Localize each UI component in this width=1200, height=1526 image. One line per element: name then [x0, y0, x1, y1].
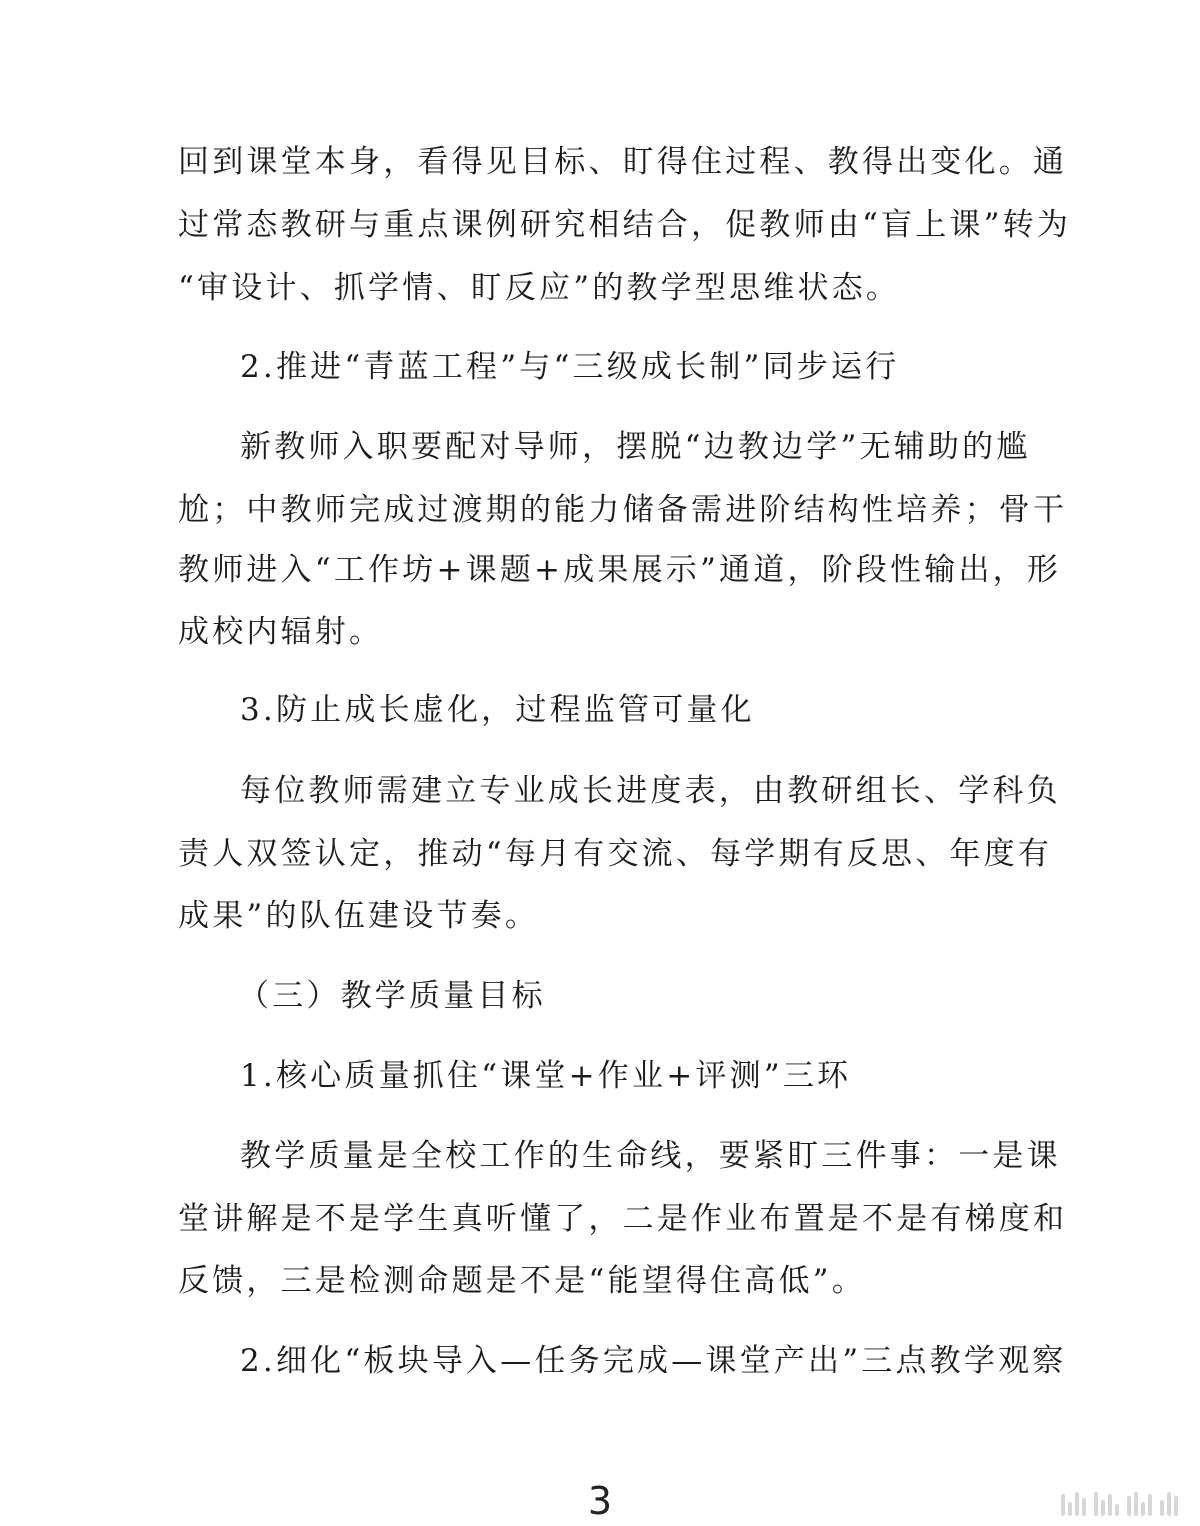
paragraph-line: 反馈，三是检测命题是不是“能望得住高低”。	[178, 1263, 866, 1299]
subheading-2: 2.推进“青蓝工程”与“三级成长制”同步运行	[240, 349, 900, 385]
watermark-bars-icon	[1127, 1492, 1152, 1516]
paragraph-line: 教师进入“工作坊+课题+成果展示”通道，阶段性输出，形	[178, 552, 1062, 588]
paragraph-line: 责人双签认定，推动“每月有交流、每学期有反思、年度有	[178, 836, 1053, 872]
paragraph-line: 成果”的队伍建设节奏。	[178, 898, 540, 934]
paragraph-line: “审设计、抓学情、盯反应”的教学型思维状态。	[178, 270, 901, 306]
section-heading: （三）教学质量目标	[238, 978, 546, 1014]
page-number: 3	[587, 1479, 613, 1523]
watermark-bars-icon	[1094, 1492, 1119, 1516]
paragraph-line: 回到课堂本身，看得见目标、盯得住过程、教得出变化。通	[178, 144, 1068, 180]
watermark-logo	[1061, 1488, 1178, 1516]
subheading-2b: 2.细化“板块导入—任务完成—课堂产出”三点教学观察	[240, 1343, 1067, 1379]
paragraph-line: 新教师入职要配对导师，摆脱“边教边学”无辅助的尴	[240, 429, 1031, 465]
paragraph-line: 过常态教研与重点课例研究相结合，促教师由“盲上课”转为	[178, 207, 1072, 243]
paragraph-line: 堂讲解是不是学生真听懂了，二是作业布置是不是有梯度和	[178, 1201, 1068, 1237]
paragraph-line: 成校内辐射。	[178, 614, 384, 650]
watermark-bars-icon	[1061, 1492, 1086, 1516]
subheading-3: 3.防止成长虚化，过程监管可量化	[240, 692, 755, 728]
subheading-1: 1.核心质量抓住“课堂+作业+评测”三环	[240, 1058, 852, 1094]
paragraph-line: 尬；中教师完成过渡期的能力储备需进阶结构性培养；骨干	[178, 492, 1068, 528]
paragraph-line: 教学质量是全校工作的生命线，要紧盯三件事：一是课	[240, 1138, 1061, 1174]
paragraph-line: 每位教师需建立专业成长进度表，由教研组长、学科负	[240, 773, 1061, 809]
watermark-bars-icon	[1160, 1492, 1178, 1516]
